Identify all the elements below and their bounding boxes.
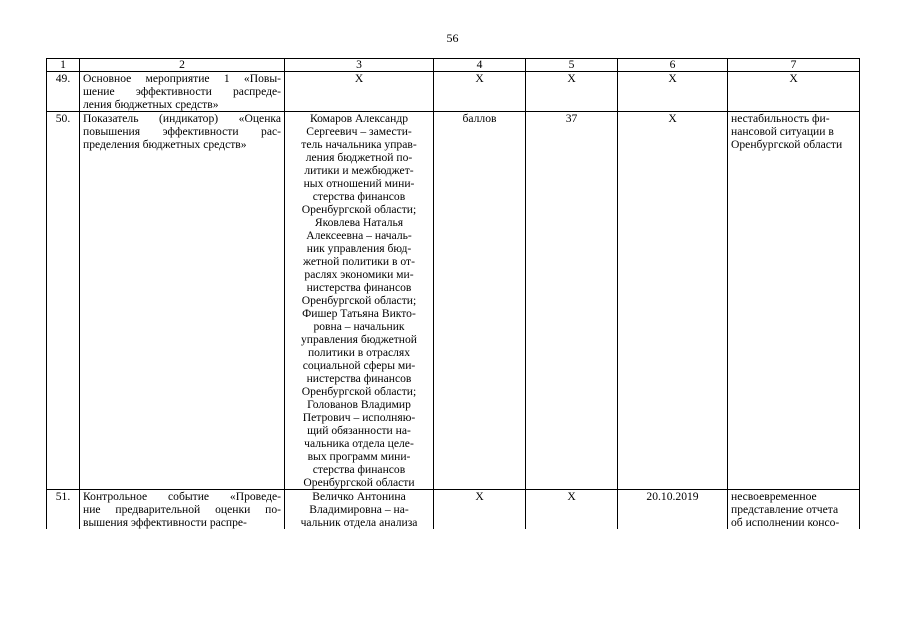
cell-line: управления бюджетной [301,333,417,346]
cell-text: Х [475,490,484,503]
cell-line: Основное мероприятие 1 «Повы- [83,72,281,85]
cell-line: Петрович – исполняю- [302,411,416,424]
risk-cell [728,72,860,112]
cell-line: социальной сферы ми- [302,359,416,372]
column-header: 2 [80,59,285,72]
cell-text: 51. [55,490,71,503]
cell-line: нестабильность фи- [731,112,830,125]
measure-name [80,72,285,112]
cell-line: Алексеевна – началь- [306,229,412,242]
cell-line: чальник отдела анализа [300,516,418,529]
cell-line: ных отношений мини- [303,177,415,190]
cell-text: 20.10.2019 [646,490,699,503]
cell-text: 49. [55,72,71,85]
cell-line: Фишер Татьяна Викто- [302,307,416,320]
value-cell [526,72,618,112]
row-number [47,490,80,530]
column-header: 4 [434,59,526,72]
cell-line: несвоевременное [731,490,817,503]
responsible-person [285,490,434,530]
cell-line: Голованов Владимир [307,398,411,411]
cell-line: Х [789,72,798,85]
cell-line: нистерства финансов [306,281,412,294]
cell-line: Оренбургской области [731,138,843,151]
risk-cell [728,112,860,490]
cell-line: литики и межбюджет- [304,164,414,177]
header-row [47,59,860,72]
column-header: 7 [728,59,860,72]
cell-line: Оренбургской области; [301,203,417,216]
responsible-person [285,72,434,112]
row-number [47,112,80,490]
cell-text: 37 [565,112,578,125]
cell-line: Комаров Александр [309,112,409,125]
cell-line: тель начальника управ- [301,138,417,151]
cell-line: нистерства финансов [306,372,412,385]
plan-table [46,58,860,529]
cell-line: ления бюджетных средств» [83,98,219,111]
cell-line: об исполнении консо- [731,516,840,529]
cell-line: Яковлева Наталья [314,216,404,229]
cell-text: 50. [55,112,71,125]
cell-line: жетной политики в от- [303,255,415,268]
cell-line: ления бюджетной по- [305,151,413,164]
cell-line: повышения эффективности рас- [83,125,281,138]
cell-line: нансовой ситуации в [731,125,834,138]
cell-line: щий обязанности на- [307,424,411,437]
table-row [47,112,860,490]
cell-line: шение эффективности распреде- [83,85,281,98]
cell-line: чальника отдела целе- [304,437,414,450]
cell-line: вых программ мини- [307,450,411,463]
column-header: 3 [285,59,434,72]
unit-cell [434,72,526,112]
value-cell [526,112,618,490]
cell-line: ровна – начальник [313,320,405,333]
row-number [47,72,80,112]
cell-line: вышения эффективности распре- [83,516,247,529]
cell-text: Х [475,72,484,85]
cell-line: Владимировна – на- [309,503,409,516]
cell-text: Х [668,112,677,125]
cell-line: Х [354,72,364,85]
cell-line: Оренбургской области; [301,294,417,307]
risk-cell [728,490,860,530]
cell-text: Х [567,490,576,503]
cell-line: Показатель (индикатор) «Оценка [83,112,281,125]
date-cell [618,72,728,112]
cell-text: баллов [462,112,497,125]
cell-text: Х [567,72,576,85]
unit-cell [434,112,526,490]
column-header: 1 [47,59,80,72]
cell-line: пределения бюджетных средств» [83,138,247,151]
responsible-person [285,112,434,490]
table-row [47,490,860,530]
value-cell [526,490,618,530]
cell-line: Контрольное событие «Проведе- [83,490,281,503]
cell-line: Оренбургской области [303,476,415,489]
column-header: 6 [618,59,728,72]
table-row [47,72,860,112]
column-header: 5 [526,59,618,72]
cell-line: представление отчета [731,503,839,516]
measure-name [80,490,285,530]
cell-line: ние предварительной оценки по- [83,503,281,516]
cell-line: ник управления бюд- [306,242,412,255]
cell-line: политики в отраслях [307,346,411,359]
cell-line: Сергеевич – замести- [306,125,412,138]
date-cell [618,112,728,490]
cell-line: раслях экономики ми- [304,268,414,281]
cell-line: Оренбургской области; [301,385,417,398]
measure-name [80,112,285,490]
cell-line: стерства финансов [312,463,406,476]
page-number: 56 [446,31,459,45]
cell-text: Х [668,72,677,85]
unit-cell [434,490,526,530]
cell-line: стерства финансов [312,190,406,203]
date-cell [618,490,728,530]
cell-line: Величко Антонина [312,490,406,503]
